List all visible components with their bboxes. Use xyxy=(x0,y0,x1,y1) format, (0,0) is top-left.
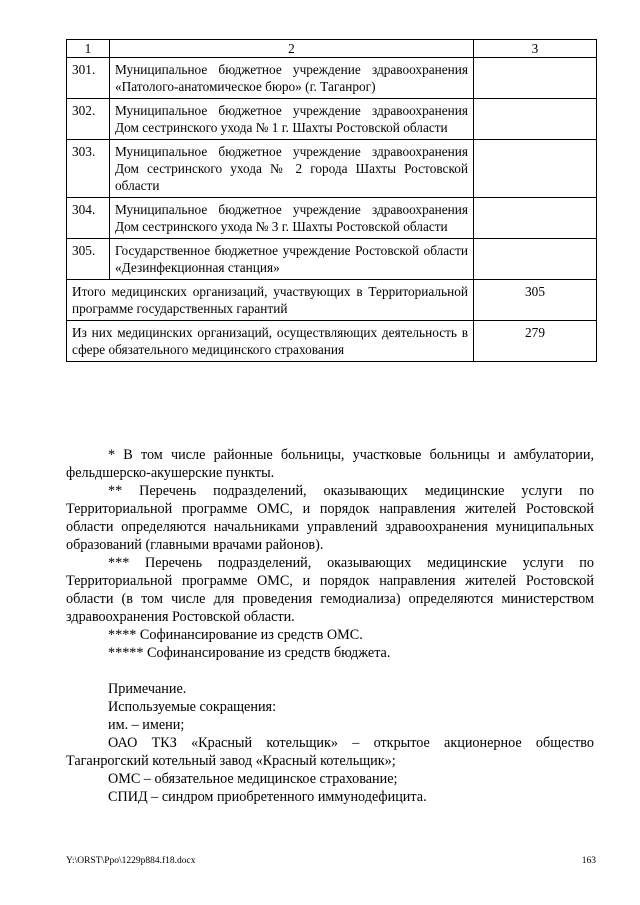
footer-file-path: Y:\ORST\Ppo\1229p884.f18.docx xyxy=(66,856,196,866)
row-number: 302. xyxy=(67,99,110,140)
abbreviation-item: им. – имени; xyxy=(108,717,185,733)
row-organization-name: Муниципальное бюджетное учреждение здравоохранения «Патолого-анатомическое бюро» (г. Таганрог) xyxy=(110,58,474,99)
footnote: * В том числе районные больницы, участковые больницы и амбулатории, фельдшерско-акушерские пункты. xyxy=(66,447,594,481)
footnote: ** Перечень подразделений, оказывающих медицинские услуги по Территориальной программе ОМС, и порядок направления жителей Ростовской области определяются начальниками управлений здравоохранения муниципальных образований (главными врачами районов). xyxy=(66,483,594,553)
table-row xyxy=(67,99,597,140)
row-value xyxy=(474,58,597,99)
row-organization-name: Муниципальное бюджетное учреждение здравоохранения Дом сестринского ухода № 2 города Шахты Ростовской области xyxy=(110,140,474,198)
row-number: 305. xyxy=(67,239,110,280)
row-value xyxy=(474,239,597,280)
column-header-name: 2 xyxy=(110,40,474,58)
row-organization-name: Муниципальное бюджетное учреждение здравоохранения Дом сестринского ухода № 1 г. Шахты Ростовской области xyxy=(110,99,474,140)
row-value xyxy=(474,198,597,239)
row-number: 301. xyxy=(67,58,110,99)
summary-row-total xyxy=(67,280,597,321)
column-header-number: 1 xyxy=(67,40,110,58)
summary-value: 305 xyxy=(474,280,597,321)
table-row xyxy=(67,198,597,239)
footnote: **** Софинансирование из средств ОМС. xyxy=(108,627,363,643)
table-row xyxy=(67,239,597,280)
row-organization-name: Муниципальное бюджетное учреждение здравоохранения Дом сестринского ухода № 3 г. Шахты Ростовской области xyxy=(110,198,474,239)
row-value xyxy=(474,99,597,140)
footnotes-section xyxy=(66,446,594,806)
note-title: Примечание. xyxy=(108,681,187,697)
table-row xyxy=(67,58,597,99)
table-row xyxy=(67,140,597,198)
row-number: 303. xyxy=(67,140,110,198)
row-number: 304. xyxy=(67,198,110,239)
row-value xyxy=(474,140,597,198)
abbreviation-item: СПИД – синдром приобретенного иммунодефицита. xyxy=(108,789,427,805)
column-header-value: 3 xyxy=(474,40,597,58)
row-organization-name: Государственное бюджетное учреждение Ростовской области «Дезинфекционная станция» xyxy=(110,239,474,280)
footnote: *** Перечень подразделений, оказывающих медицинские услуги по Территориальной программе ОМС, и порядок направления жителей Ростовской области (в том числе для проведения гемодиализа) определяются министерством здравоохранения Ростовской области. xyxy=(66,555,594,625)
footer-page-number: 163 xyxy=(581,856,596,866)
summary-value: 279 xyxy=(474,321,597,362)
medical-organizations-table xyxy=(66,39,597,362)
note-subtitle: Используемые сокращения: xyxy=(108,699,277,715)
summary-row-oms xyxy=(67,321,597,362)
summary-label: Из них медицинских организаций, осуществляющих деятельность в сфере обязательного медицинского страхования xyxy=(67,321,474,362)
abbreviation-item: ОМС – обязательное медицинское страхование; xyxy=(108,771,398,787)
spacer xyxy=(66,662,594,680)
footnote: ***** Софинансирование из средств бюджета. xyxy=(108,645,391,661)
summary-label: Итого медицинских организаций, участвующих в Территориальной программе государственных гарантий xyxy=(67,280,474,321)
table-header-row xyxy=(67,40,597,58)
abbreviation-item: ОАО ТКЗ «Красный котельщик» – открытое акционерное общество Таганрогский котельный завод «Красный котельщик»; xyxy=(66,735,594,769)
